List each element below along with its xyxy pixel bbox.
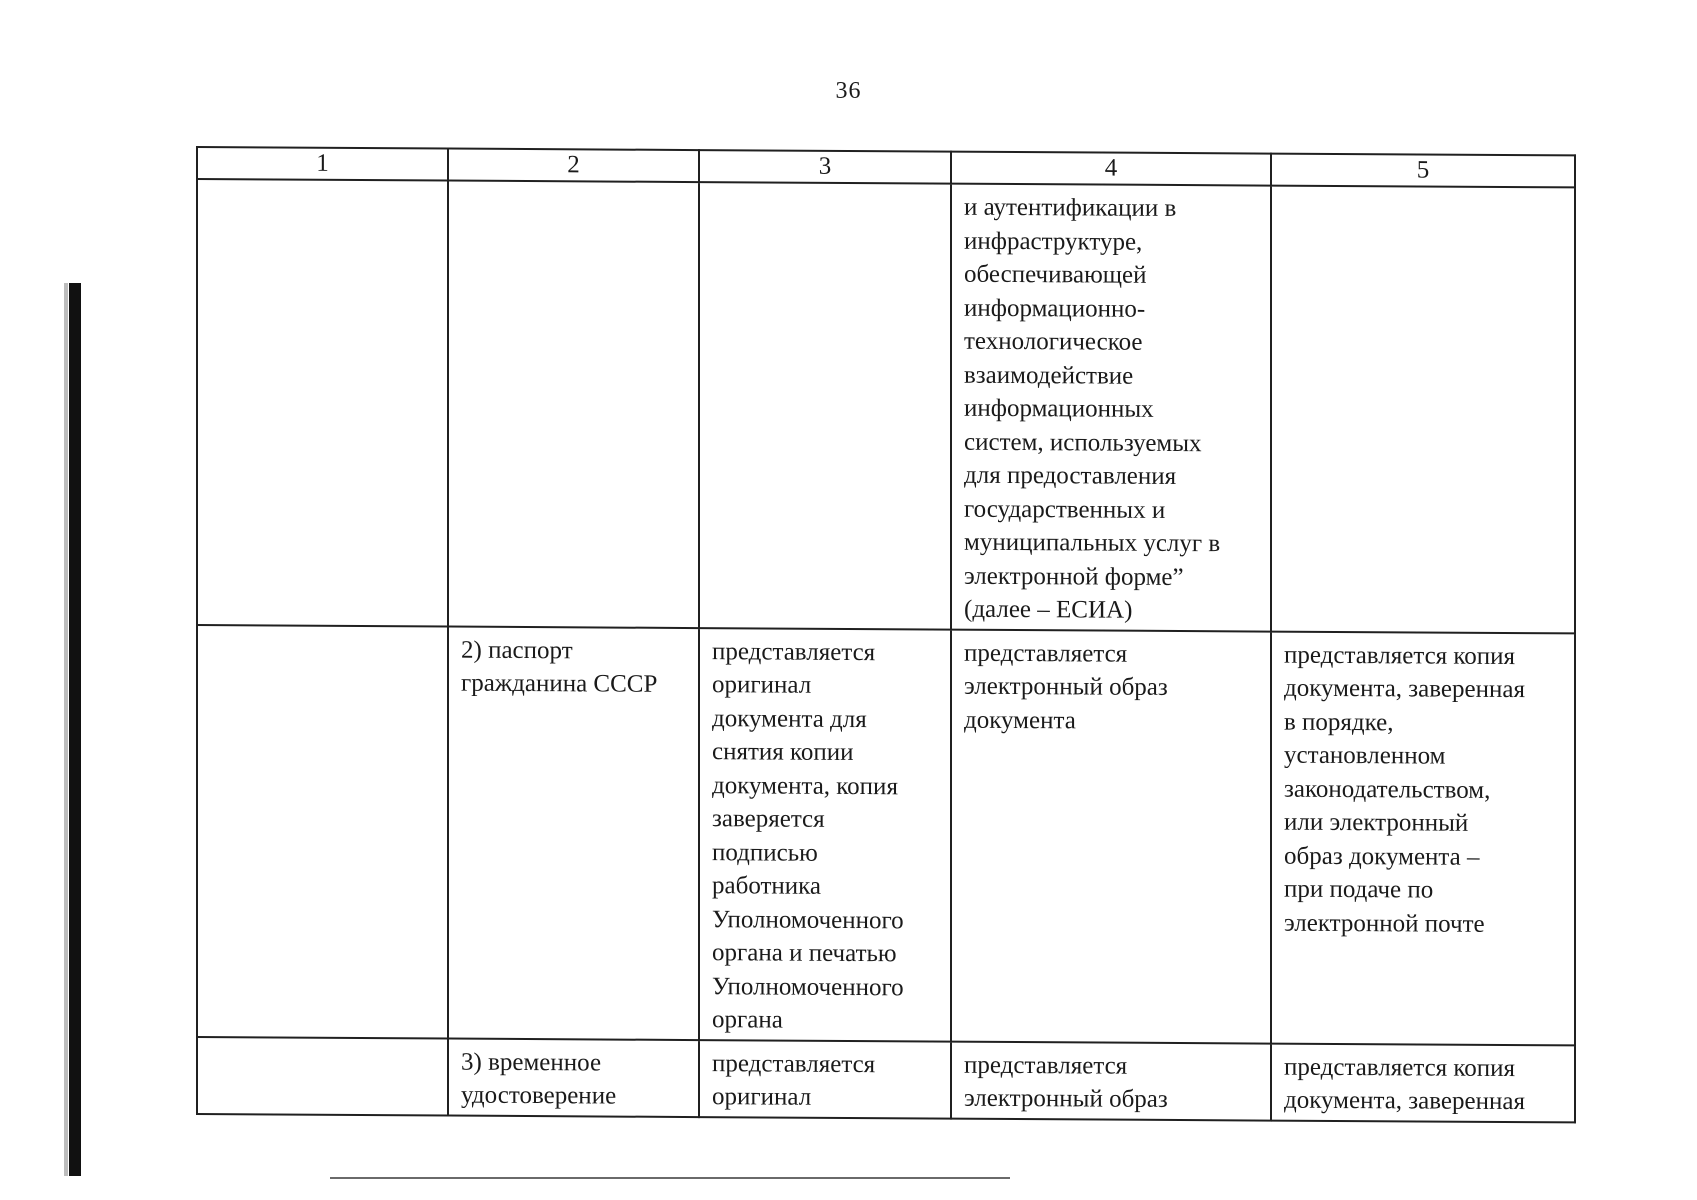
table-cell: [699, 628, 951, 1042]
column-header-5: 5: [1271, 154, 1575, 188]
column-header-2: 2: [448, 149, 699, 183]
table-cell: [699, 182, 951, 629]
document-type-text: 2) паспорт гражданина СССР: [461, 636, 658, 698]
scan-edge-shadow: [64, 283, 68, 1176]
document-type-text: 3) временное удостоверение: [461, 1048, 617, 1110]
column-header-1: 1: [197, 147, 448, 181]
in-person-submission-text: представляется оригинал документа для снятия копии документа, копия заверяется подписью работника Уполномоченного органа и печатью Уполномоченного органа: [712, 637, 904, 1034]
table-cell: [197, 1037, 448, 1116]
table-cell: [699, 1040, 951, 1119]
table-row: [197, 1037, 1575, 1122]
scan-bottom-line: [330, 1177, 1010, 1179]
column-header-3: 3: [699, 150, 951, 184]
document-table: [196, 146, 1576, 1123]
table-cell: [448, 626, 699, 1040]
scan-edge-bar: [69, 283, 81, 1176]
table-cell: [1271, 1043, 1575, 1122]
table-cell: [951, 184, 1271, 631]
mail-submission-text: представляется копия документа, заверенная в порядке, установленном законодательством, или электронный образ документа – при подаче по электронной почте: [1284, 641, 1525, 938]
in-person-submission-text: представляется оригинал: [712, 1049, 876, 1111]
page-number: 36: [835, 78, 862, 104]
table-cell: [1271, 631, 1575, 1045]
electronic-submission-text: представляется электронный образ: [964, 1051, 1168, 1113]
table-cell: [197, 625, 448, 1039]
electronic-submission-text: представляется электронный образ документа: [964, 639, 1168, 734]
table-cell: [951, 1041, 1271, 1120]
table-cell: [448, 1038, 699, 1117]
table-cell: [197, 179, 448, 626]
table-cell: [448, 181, 699, 628]
mail-submission-text: представляется копия документа, заверенная: [1284, 1053, 1525, 1116]
column-header-4: 4: [951, 152, 1271, 186]
table-cell: [1271, 186, 1575, 633]
table-row: [197, 179, 1575, 633]
table-cell: [951, 629, 1271, 1043]
esia-definition-text: и аутентификации в инфраструктуре, обеспечивающей информационно- технологическое взаимодействие информационных систем, используемых для предоставления государственных и муниципальных услуг в электронной форме” (далее – ЕСИА): [964, 193, 1221, 624]
table-row: [197, 625, 1575, 1045]
